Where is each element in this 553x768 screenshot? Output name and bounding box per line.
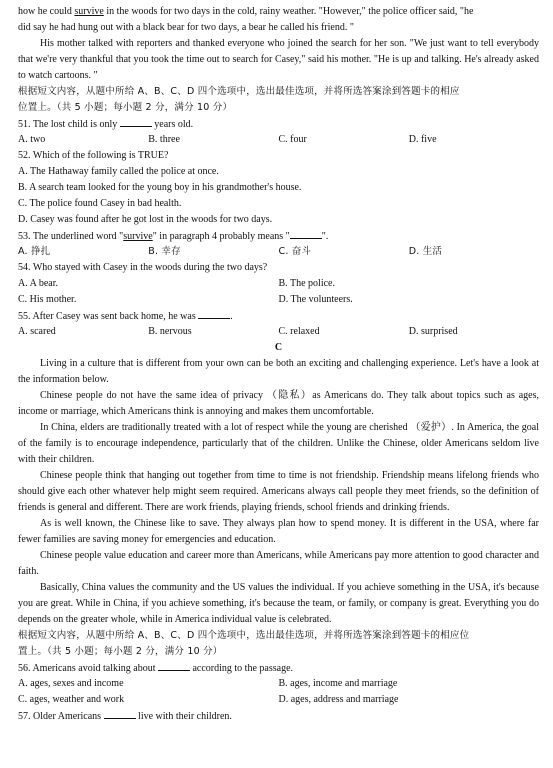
option-c: C. His mother. <box>18 294 77 305</box>
passage-paragraph: As is well known, the Chinese like to save. They always plan how to spend money. It is different in the USA, where far fewer families are saving money for emergencies and education. <box>18 518 539 545</box>
section-heading: C <box>274 342 283 353</box>
passage-line: how he could survive in the woods for two days in the cold, rainy weather. "However," the police officer said, "he <box>18 6 474 17</box>
option-c: C. The police found Casey in bad health. <box>18 198 182 209</box>
instructions-line: 根据短文内容，从题中所给 A、B、C、D 四个选项中，选出最佳选项，并将所选答案涂到答题卡的相应 <box>18 86 460 97</box>
passage-line: did say he had hung out with a black bear for two days, a bear he called his friend. " <box>18 22 354 33</box>
option-d: D. Casey was found after he got lost in the woods for two days. <box>18 214 273 225</box>
passage-paragraph: In China, elders are traditionally treated with a lot of respect while the young are cherished （爱护）. In America, the goal of the family is to encourage independence, particularly that of the children. Unlike the Chinese, older Americans seldom live with their children. <box>18 422 539 465</box>
answer-blank <box>158 660 190 671</box>
passage-paragraph: Chinese people value education and career more than Americans, while Americans pay more attention to good character and faith. <box>18 550 539 577</box>
option-b: B. ages, income and marriage <box>278 678 398 689</box>
question-51-stem: 51. The lost child is only years old. <box>18 116 539 132</box>
passage-paragraph: Chinese people do not have the same idea of privacy （隐私）as Americans do. They talk about topics such as ages, income or marriage, which Americans think is annoying and makes them uncomfortable. <box>18 390 539 417</box>
option-c: C. relaxed <box>278 326 320 337</box>
underlined-word: survive <box>123 231 153 242</box>
instructions-line: 位置上。（共 5 小题；每小题 2 分，满分 10 分） <box>18 102 233 113</box>
question-57-stem: 57. Older Americans live with their children. <box>18 708 539 724</box>
option-b: B. nervous <box>148 326 192 337</box>
instructions-line: 置上。（共 5 小题；每小题 2 分，满分 10 分） <box>18 646 223 657</box>
question-56-options-row1 <box>18 676 539 692</box>
question-53-stem: 53. The underlined word "survive" in paragraph 4 probably means " ". <box>18 228 539 244</box>
option-d: D. surprised <box>408 326 458 337</box>
option-a: A. The Hathaway family called the police at once. <box>18 166 219 177</box>
passage-paragraph: Basically, China values the community and the US values the individual. If you achieve something in the USA, it's because you are great. While in China, if you achieve something, it's because the team, or family, or company is great. Everything you do depends on the greater whole, while in America individual value is celebrated. <box>18 582 539 625</box>
question-53-options <box>18 244 539 260</box>
option-a: A. A bear. <box>18 278 58 289</box>
option-d: D. 生活 <box>408 246 443 257</box>
question-56-options-row2 <box>18 692 539 708</box>
question-54-options-row2 <box>18 292 539 308</box>
question-55-stem: 55. After Casey was sent back home, he was . <box>18 308 539 324</box>
option-d: D. The volunteers. <box>278 294 353 305</box>
passage-paragraph: Chinese people think that hanging out together from time to time is not friendship. Friendship means lifelong friends who should give each other whatever help might seem required. Americans always call people they meet friends, so the definition of friends is general and different. There are work friends, playing friends, school friends and drinking friends. <box>18 470 539 513</box>
option-c: C. 奋斗 <box>278 246 312 257</box>
option-a: A. ages, sexes and income <box>18 678 124 689</box>
answer-blank <box>198 308 230 319</box>
passage-paragraph: His mother talked with reporters and thanked everyone who joined the search for her son. "We just want to tell everybody that we're very thankful that you took the time out to search for Casey," said his mother. "He is up and talking. He's already asked to watch cartoons. " <box>18 38 539 81</box>
option-a: A. 挣扎 <box>18 246 51 257</box>
answer-blank <box>104 708 136 719</box>
option-b: B. 幸存 <box>148 246 181 257</box>
answer-blank <box>290 228 322 239</box>
option-b: B. three <box>148 134 180 145</box>
question-52-stem: 52. Which of the following is TRUE? <box>18 150 169 161</box>
option-b: B. A search team looked for the young boy in his grandmother's house. <box>18 182 302 193</box>
question-54-options-row1 <box>18 276 539 292</box>
option-b: B. The police. <box>278 278 335 289</box>
option-c: C. ages, weather and work <box>18 694 125 705</box>
option-d: D. five <box>408 134 437 145</box>
answer-blank <box>120 116 152 127</box>
question-54-stem: 54. Who stayed with Casey in the woods during the two days? <box>18 262 268 273</box>
option-a: A. scared <box>18 326 56 337</box>
instructions-line: 根据短文内容，从题中所给 A、B、C、D 四个选项中，选出最佳选项，并将所选答案涂到答题卡的相应位 <box>18 630 470 641</box>
option-c: C. four <box>278 134 307 145</box>
passage-paragraph: Living in a culture that is different from your own can be both an exciting and challenging experience. Let's have a look at the information below. <box>18 358 539 385</box>
option-d: D. ages, address and marriage <box>278 694 399 705</box>
question-55-options <box>18 324 539 340</box>
question-56-stem: 56. Americans avoid talking about according to the passage. <box>18 660 539 676</box>
question-51-options <box>18 132 539 148</box>
underlined-word: survive <box>74 6 104 17</box>
option-a: A. two <box>18 134 46 145</box>
